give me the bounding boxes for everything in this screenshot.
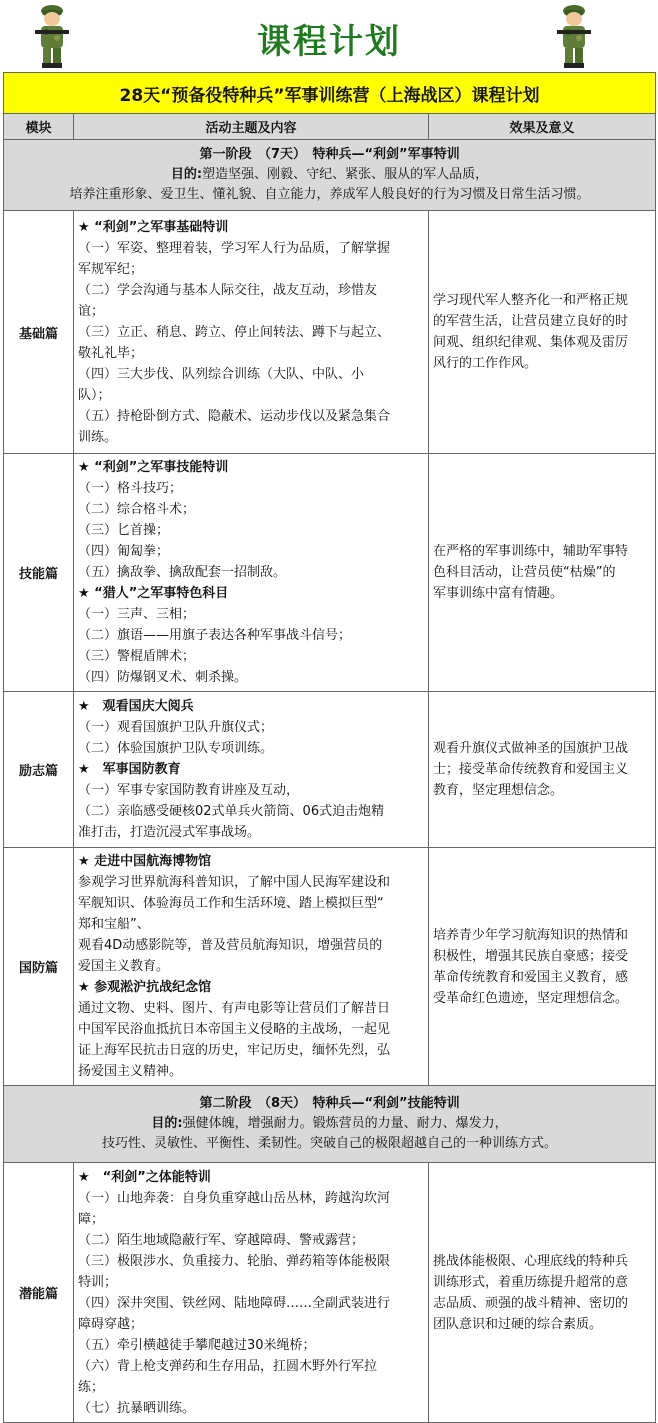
content-line: 参观学习世界航海科普知识，了解中国人民海军建设和 [78, 875, 391, 890]
content-line: 证上海军民抗击日寇的历史，牢记历史，缅怀先烈，弘 [78, 1043, 391, 1058]
stage1-row [4, 140, 656, 211]
content-line: （一）观看国旗护卫队升旗仪式； [78, 720, 274, 735]
stage2-goal-line2: 技巧性、灵敏性、平衡性、柔韧性。突破自己的极限超越自己的一种训练方式。 [102, 1136, 558, 1151]
content-line: 扬爱国主义精神。 [78, 1064, 183, 1079]
content-line: ★ 观看国庆大阅兵 [78, 699, 194, 714]
header [0, 0, 658, 72]
effect-line: 教育，坚定理想信念。 [433, 783, 564, 798]
col-content: 活动主题及内容 [74, 114, 429, 140]
content-line: （三）立正、稍息、跨立、停止间转法、蹲下与起立、 [78, 324, 391, 340]
effect-jichu [429, 211, 656, 454]
effect-lizhi [429, 692, 656, 848]
content-line: 队）； [78, 387, 111, 403]
content-line: 训练。 [78, 429, 118, 445]
page-title: 课程计划 [257, 22, 401, 62]
module-jichu: 基础篇 [4, 211, 74, 454]
stage1-goal-line1: 塑造坚强、刚毅、守纪、紧张、服从的军人品质， [202, 167, 489, 182]
effect-line: 培养青少年学习航海知识的热情和 [433, 927, 629, 943]
table-title: 28天“预备役特种兵”军事训练营（上海战区）课程计划 [4, 73, 656, 114]
content-line: 障碍穿越； [78, 1316, 144, 1332]
content-line: （二）体验国旗护卫队专项训练。 [78, 741, 274, 756]
content-line: ★ 参观淞沪抗战纪念馆 [78, 980, 212, 995]
stage1-name: 第一阶段 （7天） 特种兵—“利剑”军事特训 [199, 147, 460, 162]
content-line: （二）亲临感受硬核02式单兵火箭筒、06式迫击炮精 [78, 804, 385, 819]
content-line: 军规军纪； [78, 261, 144, 277]
content-line: 郑和宝船”、 [78, 917, 150, 932]
module-qianneng: 潜能篇 [4, 1163, 74, 1423]
content-line: （一）军姿、整理着装，学习军人行为品质，了解掌握 [78, 240, 391, 256]
row-qianneng [4, 1163, 656, 1423]
effect-line: 士；接受革命传统教育和爱国主义 [433, 762, 629, 777]
effect-line: 在严格的军事训练中，辅助军事特 [433, 544, 629, 559]
content-line: （二）旗语——用旗子表达各种军事战斗信号； [78, 628, 352, 643]
content-line: 军舰知识、体验海员工作和生活环境、踏上模拟巨型“ [78, 896, 384, 911]
effect-line: 训练形式，着重历练提升超常的意 [433, 1274, 629, 1290]
effect-jineng [429, 454, 656, 692]
content-line: （一）三声、三相； [78, 607, 196, 622]
content-jichu [74, 211, 429, 454]
effect-line: 风行的工作作风。 [433, 356, 538, 371]
content-lizhi [74, 692, 429, 848]
module-lizhi: 励志篇 [4, 692, 74, 848]
content-line: 通过文物、史料、图片、有声电影等让营员们了解昔日 [78, 1001, 391, 1016]
content-line: （四）防爆钢叉术、刺杀操。 [78, 670, 248, 685]
effect-line: 的军营生活，让营员建立良好的时 [433, 314, 629, 329]
content-line: 谊； [78, 303, 105, 319]
stage2-goal-line1: 强健体魄，增强耐力。锻炼营员的力量、耐力、爆发力， [182, 1116, 508, 1131]
effect-line: 间观、组织纪律观、集体观及雷厉 [433, 335, 629, 350]
stage2-goal-label: 目的: [151, 1116, 183, 1131]
content-line: （二）综合格斗术； [78, 502, 196, 517]
content-line: （五）牵引横越徒手攀爬越过30米绳桥； [78, 1337, 316, 1353]
row-jichu [4, 211, 656, 454]
col-module: 模块 [4, 114, 74, 140]
effect-line: 积极性，增强其民族自豪感；接受 [433, 948, 629, 964]
course-table [3, 72, 656, 1423]
stage1-goal-line2: 培养注重形象、爱卫生、懂礼貌、自立能力，养成军人般良好的行为习惯及日常生活习惯。 [69, 187, 590, 202]
content-line: 敬礼礼毕； [78, 345, 144, 361]
row-lizhi [4, 692, 656, 848]
content-line: （一）山地奔袭：自身负重穿越山岳丛林，跨越沟坎河 [78, 1190, 391, 1206]
content-line: （二）学会沟通与基本人际交往，战友互动，珍惜友 [78, 282, 378, 298]
content-line: ★ 军事国防教育 [78, 762, 181, 777]
module-guofang: 国防篇 [4, 848, 74, 1086]
effect-line: 军事训练中富有情趣。 [433, 586, 564, 601]
content-line: （一）军事专家国防教育讲座及互动， [78, 783, 300, 798]
content-line: ★ “利剑”之军事基础特训 [78, 219, 229, 235]
effect-qianneng [429, 1163, 656, 1423]
content-line: （一）格斗技巧； [78, 481, 183, 496]
effect-line: 挑战体能极限、心理底线的特种兵 [433, 1253, 629, 1269]
content-line: ★ 走进中国航海博物馆 [78, 854, 212, 869]
content-line: ★ “猎人”之军事特色科目 [78, 586, 229, 601]
content-line: （三）警棍盾牌术； [78, 649, 196, 664]
soldier-icon [552, 2, 596, 70]
content-line: （五）擒敌拳、擒敌配套一招制敌。 [78, 565, 287, 580]
effect-line: 受革命红色遗迹，坚定理想信念。 [433, 990, 629, 1006]
content-line: （四）三大步伐、队列综合训练（大队、中队、小 [78, 366, 365, 382]
effect-guofang [429, 848, 656, 1086]
effect-line: 团队意识和过硬的综合素质。 [433, 1316, 603, 1332]
effect-line: 观看升旗仪式做神圣的国旗护卫战 [433, 741, 629, 756]
content-line: （四）深井突围、铁丝网、陆地障碍……全副武装进行 [78, 1295, 391, 1311]
content-jineng [74, 454, 429, 692]
content-line: 中国军民浴血抵抗日本帝国主义侵略的主战场，一起见 [78, 1022, 391, 1037]
content-guofang [74, 848, 429, 1086]
effect-line: 革命传统教育和爱国主义教育，感 [433, 969, 629, 985]
row-jineng [4, 454, 656, 692]
content-line: 爱国主义教育。 [78, 959, 170, 974]
content-line: （五）持枪卧倒方式、隐蔽术、运动步伐以及紧急集合 [78, 408, 391, 424]
module-jineng: 技能篇 [4, 454, 74, 692]
stage2-name: 第二阶段 （8天） 特种兵—“利剑”技能特训 [199, 1096, 460, 1111]
content-line: 准打击，打造沉浸式军事战场。 [78, 825, 261, 840]
content-line: 特训； [78, 1274, 118, 1290]
content-line: （六）背上枪支弹药和生存用品，扛圆木野外行军拉 [78, 1358, 378, 1374]
content-qianneng [74, 1163, 429, 1423]
effect-line: 色科目活动，让营员使“枯燥”的 [433, 565, 616, 580]
content-line: （三）匕首操； [78, 523, 170, 538]
content-line: 障； [78, 1211, 105, 1227]
content-line: （四）匍匐拳； [78, 544, 170, 559]
row-guofang [4, 848, 656, 1086]
content-line: ★ “利剑”之军事技能特训 [78, 460, 229, 475]
content-line: （三）极限涉水、负重接力、轮胎、弹药箱等体能极限 [78, 1253, 391, 1269]
content-line: 练； [78, 1379, 105, 1395]
effect-line: 学习现代军人整齐化一和严格正规 [433, 293, 629, 308]
stage1-goal-label: 目的: [170, 167, 203, 182]
content-line: ★ “利剑”之体能特训 [78, 1169, 211, 1185]
content-line: 观看4D动感影院等，普及营员航海知识，增强营员的 [78, 938, 383, 953]
col-effect: 效果及意义 [429, 114, 656, 140]
content-line: （七）抗暴晒训练。 [78, 1400, 196, 1416]
content-line: （二）陌生地域隐蔽行军、穿越障碍、警戒露营； [78, 1232, 365, 1248]
stage2-row [4, 1086, 656, 1163]
effect-line: 志品质、顽强的战斗精神、密切的 [433, 1295, 629, 1311]
